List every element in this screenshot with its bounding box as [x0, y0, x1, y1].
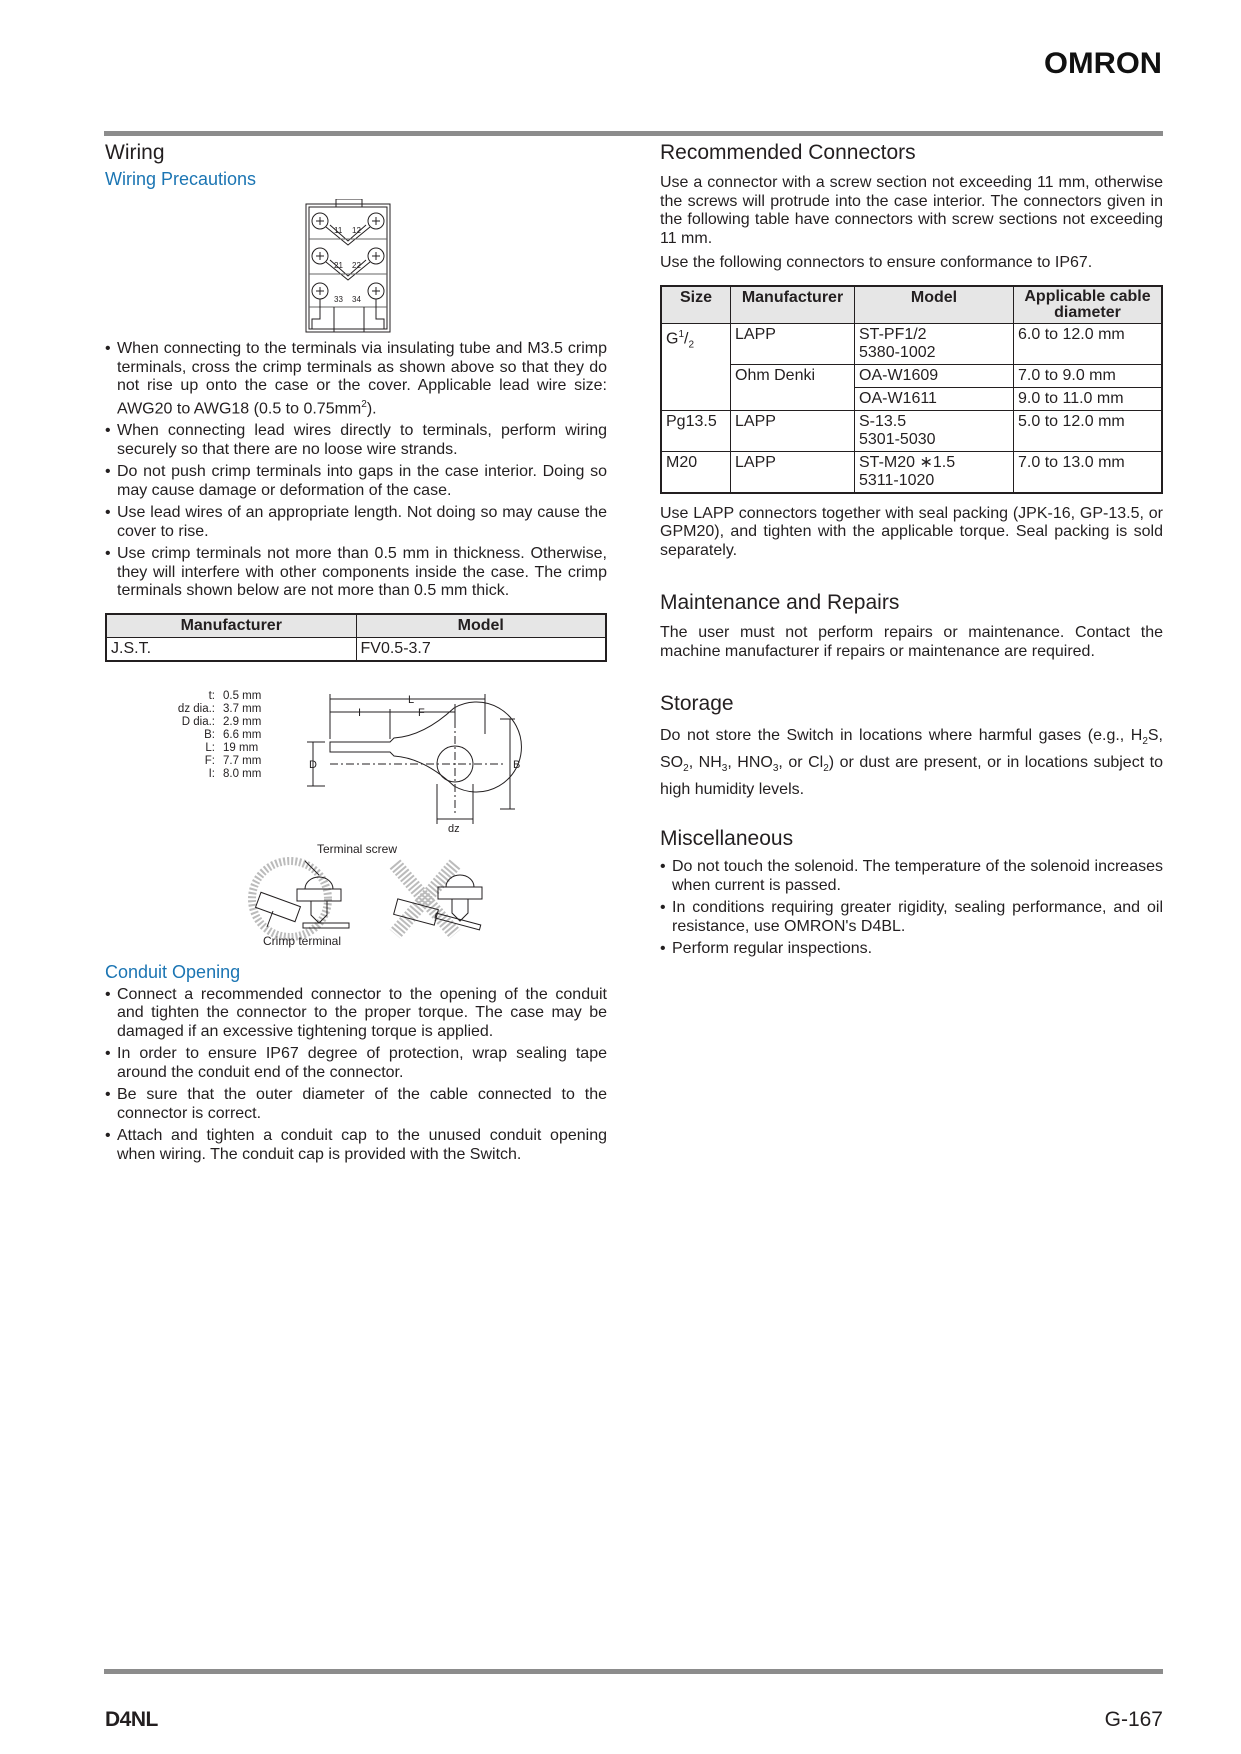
header-cable-diameter: Applicable cable diameter: [1014, 286, 1163, 324]
precaution-item: • Do not push crimp terminals into gaps in the case interior. Doing so may cause damage or deformation of the case.: [105, 463, 607, 500]
crimp-terminal-dimension-figure: [105, 684, 607, 844]
terminal-label: 33: [334, 295, 343, 304]
connectors-intro: Use a connector with a screw section not exceeding 11 mm, otherwise the screws will protrude into the case interior. The connectors given in the following table have connectors with screw sections not exceeding 11 mm.: [660, 174, 1163, 247]
header-manufacturer: Manufacturer: [731, 286, 855, 324]
cell-model: OA-W1611: [855, 387, 1014, 410]
dimension-row: t: 0.5 mm: [208, 689, 262, 702]
cell-diameter: 7.0 to 9.0 mm: [1014, 364, 1163, 387]
cell-model: ST-M20 ∗1.5 5311-1020: [855, 451, 1014, 493]
misc-item: • Do not touch the solenoid. The temperature of the solenoid increases when current is passed.: [660, 858, 1163, 895]
terminal-label: 34: [352, 295, 361, 304]
misc-item: • Perform regular inspections.: [660, 940, 1163, 959]
header-manufacturer: Manufacturer: [106, 614, 356, 638]
case-outline: [306, 204, 390, 332]
incorrect-installation: [394, 864, 482, 934]
dimension-row: F: 7.7 mm: [204, 754, 262, 767]
cell-manufacturer: LAPP: [731, 410, 855, 451]
left-column: [105, 140, 607, 1168]
dim-label-L: L: [408, 693, 415, 706]
precaution-item: • Use lead wires of an appropriate length. Not doing so may cause the cover to rise.: [105, 504, 607, 541]
conduit-item: • Connect a recommended connector to the opening of the conduit and tighten the connector to the proper torque. The case may be damaged if an excessive tightening torque is applied.: [105, 986, 607, 1042]
dimension-row: B: 6.6 mm: [204, 728, 262, 741]
cell-model: OA-W1609: [855, 364, 1014, 387]
table-header-row: [106, 614, 606, 638]
caption-terminal-screw: Terminal screw: [317, 841, 398, 856]
section-title-maintenance: Maintenance and Repairs: [660, 591, 900, 614]
dim-label-F: F: [418, 706, 425, 719]
screw-head: [305, 877, 333, 889]
dim-label-I: I: [358, 706, 362, 719]
cell-manufacturer: LAPP: [731, 451, 855, 493]
cell-diameter: 6.0 to 12.0 mm: [1014, 323, 1163, 364]
terminal-label: 11: [334, 226, 343, 235]
cell-manufacturer: Ohm Denki: [731, 364, 855, 410]
table-row: [661, 451, 1162, 493]
wiring-precautions-list: [105, 340, 607, 601]
table-header-row: [661, 286, 1162, 324]
conduit-opening-list: [105, 986, 607, 1165]
recommended-connectors-table: [660, 285, 1163, 494]
subsection-title-conduit-opening: Conduit Opening: [105, 961, 241, 982]
storage-text: Do not store the Switch in locations where harmful gases (e.g., $H_2S$, $SO_2$, $NH_3$, $HNO_3$, or $Cl_2$) or dust are present, or in locations subject to high humidity levels.: [660, 727, 1164, 799]
conduit-item: • Attach and tighten a conduit cap to the unused conduit opening when wiring. The conduit cap is provided with the Switch.: [105, 1127, 607, 1164]
crimp-terminal-table: [105, 613, 607, 662]
terminal-label: 12: [352, 226, 361, 235]
section-title-wiring: Wiring: [105, 141, 165, 164]
crimp-terminal: [256, 892, 301, 921]
case-top-tab: [336, 199, 362, 207]
conduit-item: • Be sure that the outer diameter of the cable connected to the connector is correct.: [105, 1086, 607, 1123]
cell-size: M20: [661, 451, 731, 493]
maintenance-text: The user must not perform repairs or maintenance. Contact the machine manufacturer if repairs or maintenance are required.: [660, 624, 1163, 660]
terminal-screw-figure: [105, 839, 607, 951]
dimension-row: D dia.: 2.9 mm: [181, 715, 262, 728]
subsection-title-wiring-precautions: Wiring Precautions: [105, 169, 257, 189]
bottom-divider: [104, 1669, 1163, 1674]
cell-manufacturer: J.S.T.: [106, 637, 356, 661]
case-inner-outline: [309, 207, 387, 329]
dim-label-B: B: [513, 758, 521, 771]
connectors-intro-ip67: Use the following connectors to ensure conformance to IP67.: [660, 254, 1093, 271]
dimension-row: L: 19 mm: [205, 741, 259, 754]
dim-label-D: D: [309, 758, 317, 771]
cell-diameter: 5.0 to 12.0 mm: [1014, 410, 1163, 451]
washer: [297, 889, 341, 901]
dimension-list: [157, 690, 261, 781]
table-row: [106, 637, 606, 661]
header-model: Model: [855, 286, 1014, 324]
header-size: Size: [661, 286, 731, 324]
caption-crimp-terminal: Crimp terminal: [263, 933, 342, 948]
top-divider: [104, 131, 1163, 136]
cell-diameter: 9.0 to 11.0 mm: [1014, 387, 1163, 410]
precaution-item: • When connecting lead wires directly to terminals, perform wiring securely so that there are no loose wire strands.: [105, 422, 607, 459]
section-title-recommended-connectors: Recommended Connectors: [660, 141, 916, 164]
terminal-label: 21: [334, 261, 343, 270]
crossed-crimp-terminals: [326, 225, 370, 280]
connectors-note: Use LAPP connectors together with seal packing (JPK-16, GP-13.5, or GPM20), and tighten with the applicable torque. Seal packing is sold separately.: [660, 504, 1163, 559]
dimension-row: I: 8.0 mm: [208, 767, 262, 780]
terminal-label: 22: [352, 261, 361, 270]
footer-model-name: D4NL: [105, 1708, 158, 1731]
cell-size: Pg13.5: [661, 410, 731, 451]
terminal-block-diagram: [304, 199, 394, 337]
precaution-item: • Use crimp terminals not more than 0.5 mm in thickness. Otherwise, they will interfere with other components inside the case. The crimp terminals shown below are not more than 0.5 mm thick.: [105, 545, 607, 601]
correct-installation: [252, 861, 349, 937]
precaution-text: When connecting to the terminals via insulating tube and M3.5 crimp terminals, cross the crimp terminals as shown above so that they do not rise up onto the case or the cover. Applicable lead wire size: AWG20 to AWG18 (0.5 to 0.75mm: [117, 340, 607, 417]
misc-item: • In conditions requiring greater rigidity, sealing performance, and oil resistance, use OMRON's D4BL.: [660, 899, 1163, 936]
section-title-storage: Storage: [660, 692, 734, 715]
right-column: [660, 140, 1163, 963]
table-row: [661, 364, 1162, 387]
header-model: Model: [356, 614, 606, 638]
cell-manufacturer: LAPP: [731, 323, 855, 364]
section-title-miscellaneous: Miscellaneous: [660, 827, 794, 851]
conduit-item: • In order to ensure IP67 degree of protection, wrap sealing tape around the conduit end of the connector.: [105, 1045, 607, 1082]
cell-model: FV0.5-3.7: [356, 637, 606, 661]
table-row: [661, 410, 1162, 451]
ring-terminal-drawing: [295, 684, 525, 834]
dimension-row: dz dia.: 3.7 mm: [177, 702, 262, 715]
table-row: [661, 323, 1162, 364]
dim-label-dz: dz: [448, 822, 460, 834]
brand-name: OMRON: [1044, 47, 1162, 80]
cell-model: S-13.5 5301-5030: [855, 410, 1014, 451]
cell-model: ST-PF1/2 5380-1002: [855, 323, 1014, 364]
cell-size: $G^1/_2$: [661, 323, 731, 410]
superscript: 2: [361, 398, 367, 410]
footer-page-number: G-167: [1104, 1708, 1163, 1731]
cell-diameter: 7.0 to 13.0 mm: [1014, 451, 1163, 493]
omron-logo: [1044, 46, 1164, 80]
precaution-text-tail: ).: [366, 399, 377, 417]
precaution-item: [105, 340, 607, 418]
miscellaneous-list: [660, 858, 1163, 959]
terminal-screws: [312, 213, 384, 299]
